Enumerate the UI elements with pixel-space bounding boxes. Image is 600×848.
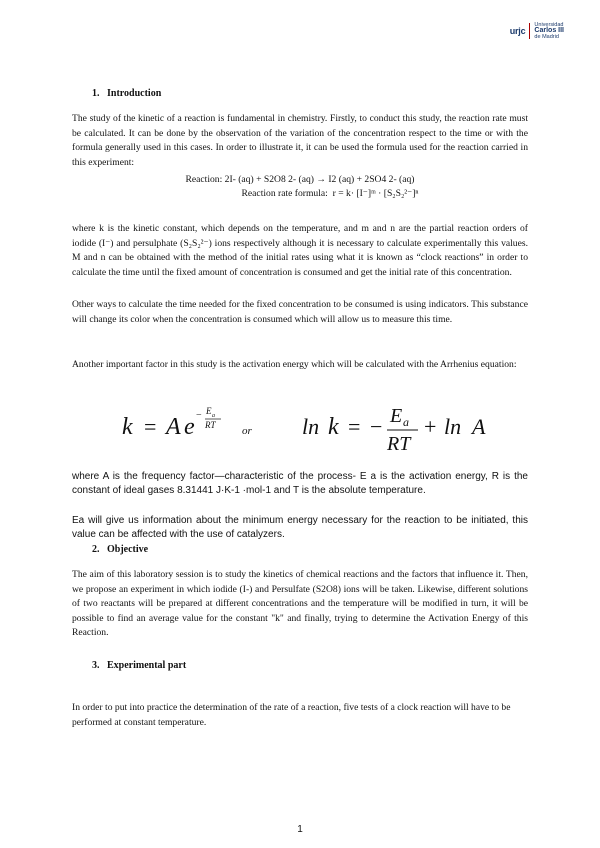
rate-formula-label: Reaction rate formula: [241, 188, 328, 199]
logo-line-3: de Madrid [534, 34, 559, 40]
eq1-Ea: E [206, 406, 212, 416]
logo-divider [529, 23, 530, 39]
eq2-equals: = [348, 414, 361, 439]
intro-paragraph-4: Another important factor in this study is the activation energy which will be calculated with the Arrhenius equation: [72, 359, 517, 370]
experimental-heading: 3. Experimental part [92, 660, 187, 671]
eq1-k: k [122, 414, 133, 440]
reaction-equation: Reaction: 2I- (aq) + S2O8 2- (aq) → I2 (aq) + 2SO4 2- (aq) [185, 174, 415, 185]
rate-formula-line [72, 188, 528, 199]
eq1-e: e [184, 414, 195, 440]
eq1-equals: = [144, 414, 157, 439]
eq1-A: A [166, 414, 181, 440]
eq2-Ea: E [390, 405, 403, 427]
logo-urjc-text: urjc [509, 26, 526, 36]
page-number: 1 [297, 824, 303, 835]
eq2-plus: + [424, 414, 437, 439]
logo-university-name [534, 22, 564, 40]
eq2-A: A [472, 414, 486, 439]
intro-paragraph-2: where k is the kinetic constant, which depends on the temperature, and m and n are the partial reaction orders of iodide (I⁻) and persulphate (S₂S₂²⁻) ions respectively although it is necessary to calculate experimentally this values. M and n can be obtained with the method of the initial rates using what it is known as “clock reactions” in order to calculate the time until the fixed amount of concentration is consumed and get the initial rate of this concentration. [72, 223, 528, 278]
eq2-minus: − [370, 414, 383, 439]
eq2-k: k [328, 414, 339, 440]
introduction-heading: 1. Introduction [92, 88, 162, 99]
eq2-ln2: ln [444, 414, 462, 439]
intro-paragraph-5: where A is the frequency factor—characteristic of the process- E a is the activation energy, R is the constant of ideal gases 8.31441 J·K-1 ·mol-1 and T is the absolute temperature. [72, 471, 528, 496]
intro-paragraph-1: The study of the kinetic of a reaction is fundamental in chemistry. Firstly, to conduct this study, the reaction rate must be calculated. It can be done by the observation of the variation of the concentration respect to the time or with the formula generally used in this cases. In order to illustrate it, it can be used the formula used for the reaction carried in this experiment: [72, 113, 528, 168]
intro-paragraph-3: Other ways to calculate the time needed for the fixed concentration to be consumed is using indicators. This substance will change its color when the concentration is consumed which will allow us to measure this time. [72, 299, 528, 325]
rate-formula: r = k· [I⁻]ᵐ · [S₂S₂²⁻]ⁿ [332, 188, 419, 199]
eq2-RT: RT [387, 433, 411, 455]
eq-or: or [242, 425, 252, 437]
arrhenius-equations [122, 398, 492, 458]
eq1-minus: − [196, 410, 202, 421]
intro-paragraph-6: Ea will give us information about the minimum energy necessary for the reaction to be initiated, this value can be affected with the use of catalyzers. [72, 515, 528, 540]
objective-heading: 2. Objective [92, 544, 149, 555]
university-logo [510, 22, 564, 40]
eq2-ln: ln [302, 414, 320, 439]
eq2-a-sub: a [403, 415, 409, 429]
objective-paragraph: The aim of this laboratory session is to study the kinetics of chemical reactions and the factors that influence it. Then, we propose an experiment in which iodide (I-) and Persulfate (S2O8) ions will be taken. Likewise, different solutions of two reactants will be prepared at different concentrations and the temperature will be modified in turn, it will be possible to find an average value for the constant "k" and finally, trying to determine the Activation Energy of this Reaction. [72, 569, 528, 639]
logo-line-2: Carlos III [534, 27, 564, 34]
experimental-paragraph: In order to put into practice the determination of the rate of a reaction, five tests of a clock reaction will have to be performed at constant temperature. [72, 702, 511, 728]
eq1-a-sub: a [212, 413, 215, 419]
logo-line-1: Universidad [534, 22, 564, 28]
eq1-RT: RT [205, 420, 216, 430]
